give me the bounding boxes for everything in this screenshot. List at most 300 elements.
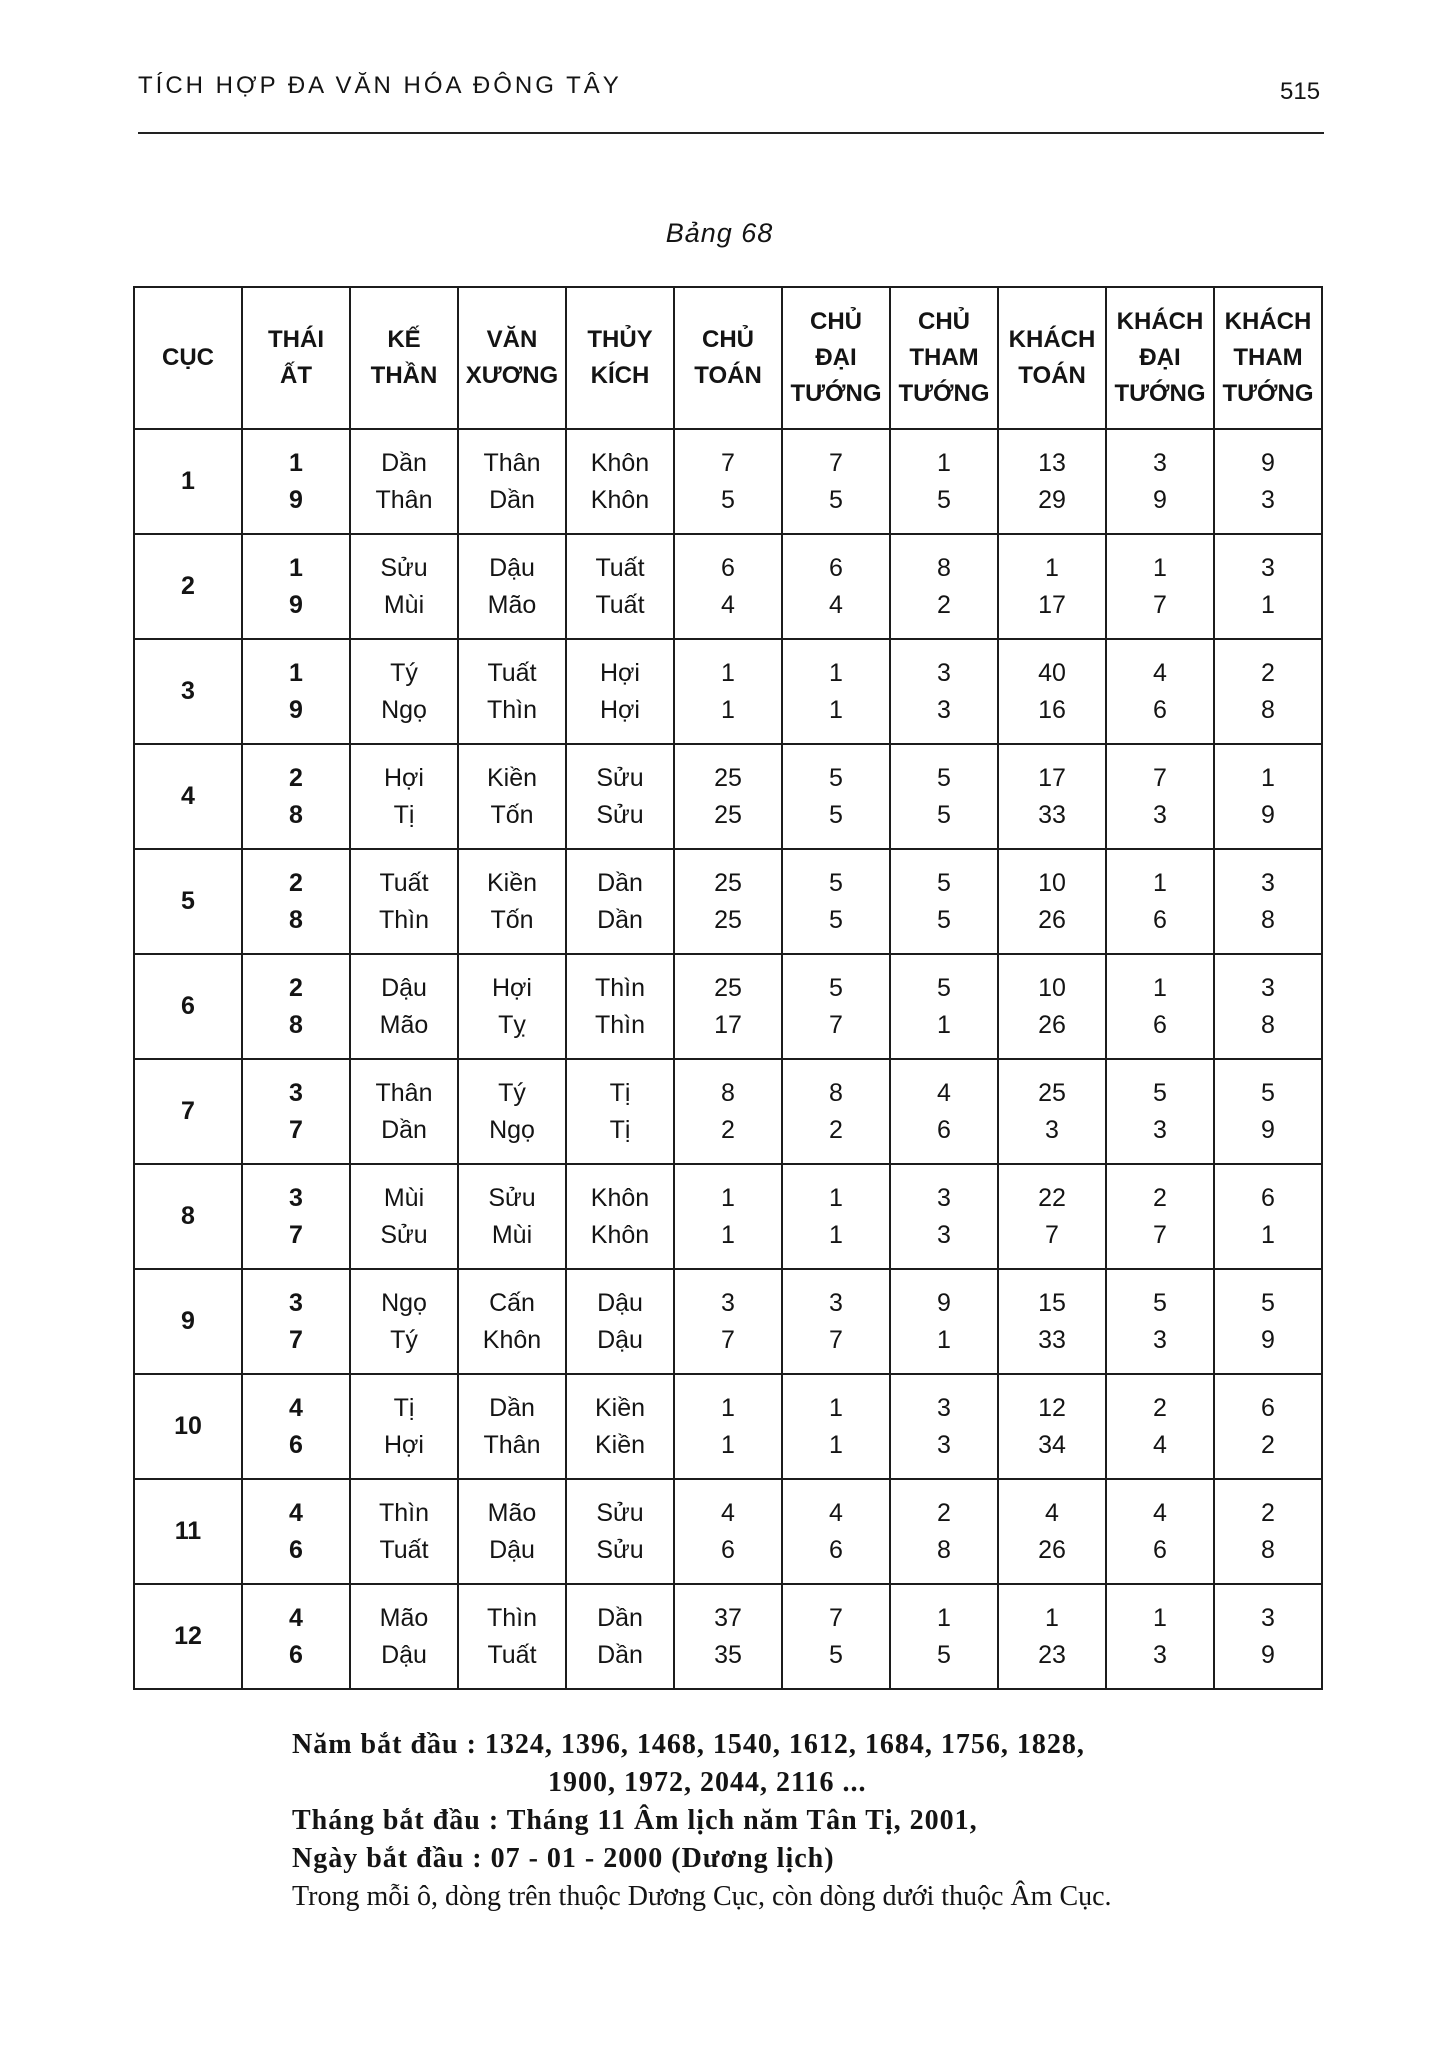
- am-cuc-value: 33: [1038, 1325, 1066, 1354]
- table-cell: [674, 849, 782, 954]
- am-cuc-value: 4: [829, 590, 843, 619]
- duong-cuc-value: 25: [714, 973, 742, 1002]
- duong-cuc-value: Dậu: [381, 973, 427, 1002]
- duong-cuc-value: 3: [289, 1078, 303, 1107]
- am-cuc-value: Hợi: [599, 695, 640, 724]
- am-cuc-value: 17: [714, 1010, 742, 1039]
- table-cell: [458, 954, 566, 1059]
- column-header-line: CHỦ: [810, 308, 862, 335]
- column-header: [134, 287, 242, 429]
- am-cuc-value: Mùi: [491, 1220, 533, 1249]
- am-cuc-value: 26: [1038, 1535, 1066, 1564]
- duong-cuc-value: Dần: [381, 448, 427, 477]
- am-cuc-value: 3: [1261, 485, 1275, 514]
- am-cuc-value: 7: [289, 1220, 303, 1249]
- table-cell: [890, 1164, 998, 1269]
- table-cell: [890, 639, 998, 744]
- duong-cuc-value: 2: [937, 1498, 951, 1527]
- duong-cuc-value: 2: [1261, 1498, 1275, 1527]
- page-number: 515: [1280, 78, 1321, 105]
- am-cuc-value: 6: [829, 1535, 843, 1564]
- am-cuc-value: 1: [721, 1220, 735, 1249]
- table-cell: [1106, 1374, 1214, 1479]
- duong-cuc-value: 7: [721, 448, 735, 477]
- column-header: [674, 287, 782, 429]
- duong-cuc-value: 5: [937, 868, 951, 897]
- am-cuc-value: 3: [937, 695, 951, 724]
- table-cell: [350, 534, 458, 639]
- am-cuc-value: 8: [1261, 1535, 1275, 1564]
- am-cuc-value: 16: [1038, 695, 1066, 724]
- duong-cuc-value: 1: [1045, 1603, 1059, 1632]
- table-cell: [242, 744, 350, 849]
- am-cuc-value: 8: [289, 1010, 303, 1039]
- duong-cuc-value: 40: [1038, 658, 1066, 687]
- am-cuc-value: 3: [1153, 1640, 1167, 1669]
- table-cell: [1214, 744, 1322, 849]
- table-cell: [998, 1164, 1106, 1269]
- duong-cuc-value: Kiền: [486, 763, 538, 792]
- am-cuc-value: 1: [829, 1430, 843, 1459]
- table-cell: [350, 954, 458, 1059]
- duong-cuc-value: 3: [289, 1183, 303, 1212]
- table-cell: [1106, 639, 1214, 744]
- table-cell: [566, 744, 674, 849]
- am-cuc-value: 9: [1261, 1325, 1275, 1354]
- cuc-table: [133, 286, 1323, 1690]
- duong-cuc-value: 1: [829, 658, 843, 687]
- column-header-line: KÍCH: [590, 362, 650, 389]
- table-cell: [350, 744, 458, 849]
- duong-cuc-value: 10: [1038, 973, 1066, 1002]
- table-cell: [782, 1269, 890, 1374]
- table-row: [134, 1059, 1322, 1164]
- am-cuc-value: 9: [1153, 485, 1167, 514]
- table-cell: [998, 1269, 1106, 1374]
- cuc-number: 10: [134, 1374, 242, 1479]
- table-cell: [242, 1059, 350, 1164]
- am-cuc-value: 1: [721, 1430, 735, 1459]
- cuc-number: 6: [134, 954, 242, 1059]
- table-cell: [1214, 639, 1322, 744]
- table-cell: [458, 429, 566, 534]
- am-cuc-value: 2: [937, 590, 951, 619]
- table-cell: [458, 1374, 566, 1479]
- cuc-number: 1: [134, 429, 242, 534]
- am-cuc-value: Dần: [489, 485, 535, 514]
- duong-cuc-value: 3: [289, 1288, 303, 1317]
- table-cell: [890, 954, 998, 1059]
- table-cell: [998, 1584, 1106, 1689]
- am-cuc-value: 1: [1261, 1220, 1275, 1249]
- column-header-line: VĂN: [486, 326, 538, 353]
- duong-cuc-value: 3: [1261, 868, 1275, 897]
- table-cell: [674, 1164, 782, 1269]
- duong-cuc-value: 1: [1153, 553, 1167, 582]
- am-cuc-value: Hợi: [383, 1430, 424, 1459]
- table-cell: [674, 1584, 782, 1689]
- duong-cuc-value: 3: [829, 1288, 843, 1317]
- duong-cuc-value: 1: [1153, 973, 1167, 1002]
- duong-cuc-value: Tuất: [595, 553, 645, 582]
- am-cuc-value: 4: [721, 590, 735, 619]
- table-cell: [242, 1374, 350, 1479]
- table-cell: [998, 954, 1106, 1059]
- table-cell: [566, 1479, 674, 1584]
- table-cell: [1214, 849, 1322, 954]
- am-cuc-value: 9: [1261, 1640, 1275, 1669]
- table-cell: [1106, 1269, 1214, 1374]
- column-header-line: XƯƠNG: [465, 362, 559, 389]
- duong-cuc-value: 4: [721, 1498, 735, 1527]
- duong-cuc-value: Thìn: [594, 973, 646, 1002]
- am-cuc-value: 9: [1261, 1115, 1275, 1144]
- duong-cuc-value: 9: [937, 1288, 951, 1317]
- start-day-label: Ngày bắt đầu :: [292, 1843, 483, 1874]
- duong-cuc-value: 1: [1153, 1603, 1167, 1632]
- duong-cuc-value: 8: [721, 1078, 735, 1107]
- table-row: [134, 534, 1322, 639]
- table-row: [134, 1269, 1322, 1374]
- table-cell: [890, 1374, 998, 1479]
- table-cell: [458, 1584, 566, 1689]
- table-cell: [1106, 849, 1214, 954]
- table-cell: [566, 534, 674, 639]
- start-month-value: Tháng 11 Âm lịch năm Tân Tị, 2001,: [506, 1805, 978, 1836]
- duong-cuc-value: 3: [1153, 448, 1167, 477]
- duong-cuc-value: 4: [1153, 1498, 1167, 1527]
- table-cell: [350, 1059, 458, 1164]
- duong-cuc-value: 3: [937, 1393, 951, 1422]
- duong-cuc-value: 6: [1261, 1393, 1275, 1422]
- column-header-line: TOÁN: [694, 362, 762, 389]
- am-cuc-value: 8: [937, 1535, 951, 1564]
- am-cuc-value: 3: [1153, 1325, 1167, 1354]
- table-cell: [1214, 429, 1322, 534]
- duong-cuc-value: 37: [714, 1603, 742, 1632]
- am-cuc-value: 7: [721, 1325, 735, 1354]
- am-cuc-value: Khôn: [590, 485, 650, 514]
- table-cell: [458, 1269, 566, 1374]
- table-cell: [242, 429, 350, 534]
- am-cuc-value: 29: [1038, 485, 1066, 514]
- duong-cuc-value: 5: [937, 973, 951, 1002]
- duong-cuc-value: Tý: [390, 658, 418, 687]
- table-cell: [782, 744, 890, 849]
- am-cuc-value: 2: [1261, 1430, 1275, 1459]
- column-header-line: ĐẠI: [1139, 344, 1181, 371]
- start-day-line: [292, 1840, 1332, 1878]
- duong-cuc-value: 2: [289, 868, 303, 897]
- table-cell: [1106, 1164, 1214, 1269]
- table-cell: [350, 1584, 458, 1689]
- start-year-values: 1324, 1396, 1468, 1540, 1612, 1684, 1756, 1828,: [484, 1729, 1085, 1760]
- column-header-line: KHÁCH: [1008, 326, 1096, 353]
- column-header-line: THAM: [1233, 344, 1303, 371]
- am-cuc-value: Tốn: [490, 800, 534, 829]
- table-cell: [890, 849, 998, 954]
- duong-cuc-value: Ngọ: [381, 1288, 427, 1317]
- table-cell: [998, 1059, 1106, 1164]
- am-cuc-value: 6: [1153, 1535, 1167, 1564]
- duong-cuc-value: 7: [829, 448, 843, 477]
- am-cuc-value: Tốn: [490, 905, 534, 934]
- table-cell: [242, 1164, 350, 1269]
- duong-cuc-value: 2: [289, 763, 303, 792]
- am-cuc-value: Dậu: [489, 1535, 535, 1564]
- table-cell: [674, 1059, 782, 1164]
- table-cell: [350, 639, 458, 744]
- table-cell: [674, 1269, 782, 1374]
- duong-cuc-value: 13: [1038, 448, 1066, 477]
- duong-cuc-value: 1: [289, 658, 303, 687]
- am-cuc-value: 6: [937, 1115, 951, 1144]
- table-cell: [782, 534, 890, 639]
- am-cuc-value: 6: [1153, 1010, 1167, 1039]
- cuc-number: 9: [134, 1269, 242, 1374]
- am-cuc-value: 1: [1261, 590, 1275, 619]
- duong-cuc-value: 1: [1261, 763, 1275, 792]
- am-cuc-value: Dần: [381, 1115, 427, 1144]
- am-cuc-value: 8: [1261, 695, 1275, 724]
- duong-cuc-value: 3: [1261, 1603, 1275, 1632]
- am-cuc-value: 6: [289, 1640, 303, 1669]
- column-header-line: THÁI: [268, 326, 324, 353]
- column-header: [890, 287, 998, 429]
- table-cell: [458, 1059, 566, 1164]
- column-header: [998, 287, 1106, 429]
- duong-cuc-value: 5: [829, 763, 843, 792]
- am-cuc-value: Thân: [375, 485, 433, 514]
- am-cuc-value: 3: [937, 1220, 951, 1249]
- table-cell: [458, 639, 566, 744]
- table-cell: [242, 1269, 350, 1374]
- am-cuc-value: 8: [1261, 905, 1275, 934]
- table-row: [134, 744, 1322, 849]
- table-body: [134, 429, 1322, 1689]
- am-cuc-value: 9: [289, 695, 303, 724]
- duong-cuc-value: 9: [1261, 448, 1275, 477]
- am-cuc-value: Thìn: [594, 1010, 646, 1039]
- am-cuc-value: 23: [1038, 1640, 1066, 1669]
- duong-cuc-value: 4: [289, 1603, 303, 1632]
- am-cuc-value: Dậu: [381, 1640, 427, 1669]
- duong-cuc-value: Tuất: [379, 868, 429, 897]
- am-cuc-value: 7: [1153, 1220, 1167, 1249]
- am-cuc-value: 17: [1038, 590, 1066, 619]
- table-cell: [782, 1164, 890, 1269]
- table-cell: [350, 429, 458, 534]
- duong-cuc-value: Dậu: [597, 1288, 643, 1317]
- table-cell: [674, 744, 782, 849]
- duong-cuc-value: Thân: [375, 1078, 433, 1107]
- table-cell: [674, 954, 782, 1059]
- duong-cuc-value: 5: [829, 868, 843, 897]
- table-cell: [890, 429, 998, 534]
- am-cuc-value: 4: [1153, 1430, 1167, 1459]
- column-header: [350, 287, 458, 429]
- duong-cuc-value: 2: [289, 973, 303, 1002]
- table-cell: [890, 1479, 998, 1584]
- table-cell: [242, 534, 350, 639]
- start-month-line: [292, 1802, 1332, 1840]
- am-cuc-value: 9: [289, 590, 303, 619]
- duong-cuc-value: Khôn: [590, 448, 650, 477]
- column-header-line: TƯỚNG: [1222, 380, 1314, 407]
- am-cuc-value: Khôn: [590, 1220, 650, 1249]
- duong-cuc-value: 8: [937, 553, 951, 582]
- duong-cuc-value: Kiền: [594, 1393, 646, 1422]
- duong-cuc-value: 5: [937, 763, 951, 792]
- duong-cuc-value: 2: [1261, 658, 1275, 687]
- am-cuc-value: Sửu: [380, 1220, 428, 1249]
- column-header: [1106, 287, 1214, 429]
- am-cuc-value: 6: [1153, 905, 1167, 934]
- column-header-line: ĐẠI: [815, 344, 857, 371]
- table-cell: [1106, 1584, 1214, 1689]
- duong-cuc-value: Thìn: [486, 1603, 538, 1632]
- duong-cuc-value: Tý: [498, 1078, 526, 1107]
- am-cuc-value: 33: [1038, 800, 1066, 829]
- table-cell: [782, 1584, 890, 1689]
- table-cell: [1214, 1269, 1322, 1374]
- table-row: [134, 1584, 1322, 1689]
- column-header: [566, 287, 674, 429]
- duong-cuc-value: Tị: [393, 1393, 415, 1422]
- cuc-number: 12: [134, 1584, 242, 1689]
- am-cuc-value: 7: [1045, 1220, 1059, 1249]
- column-header-line: KHÁCH: [1116, 308, 1204, 335]
- table-cell: [566, 849, 674, 954]
- table-cell: [458, 1479, 566, 1584]
- am-cuc-value: Thìn: [378, 905, 430, 934]
- duong-cuc-value: 2: [1153, 1393, 1167, 1422]
- table-cell: [998, 1479, 1106, 1584]
- table-cell: [1214, 1164, 1322, 1269]
- am-cuc-value: 7: [289, 1325, 303, 1354]
- table-row: [134, 1374, 1322, 1479]
- am-cuc-value: Thìn: [486, 695, 538, 724]
- duong-cuc-value: 1: [1153, 868, 1167, 897]
- duong-cuc-value: 1: [721, 658, 735, 687]
- table-cell: [350, 1164, 458, 1269]
- table-cell: [1214, 1584, 1322, 1689]
- column-header-line: THỦY: [587, 326, 653, 353]
- am-cuc-value: 5: [829, 905, 843, 934]
- am-cuc-value: Sửu: [596, 1535, 644, 1564]
- cuc-number: 2: [134, 534, 242, 639]
- table-cell: [458, 1164, 566, 1269]
- column-header-line: TOÁN: [1018, 362, 1086, 389]
- duong-cuc-value: 22: [1038, 1183, 1066, 1212]
- table-cell: [242, 1479, 350, 1584]
- am-cuc-value: Dần: [597, 905, 643, 934]
- column-header-line: TƯỚNG: [790, 380, 882, 407]
- am-cuc-value: Tý: [390, 1325, 418, 1354]
- table-cell: [998, 534, 1106, 639]
- column-header-line: THAM: [909, 344, 979, 371]
- am-cuc-value: 2: [721, 1115, 735, 1144]
- table-cell: [674, 1479, 782, 1584]
- am-cuc-value: 5: [829, 1640, 843, 1669]
- table-row: [134, 639, 1322, 744]
- start-year-label: Năm bắt đầu :: [292, 1729, 477, 1760]
- duong-cuc-value: 2: [1153, 1183, 1167, 1212]
- am-cuc-value: 8: [289, 800, 303, 829]
- table-cell: [998, 849, 1106, 954]
- duong-cuc-value: 3: [721, 1288, 735, 1317]
- column-header: [458, 287, 566, 429]
- duong-cuc-value: 7: [1153, 763, 1167, 792]
- duong-cuc-value: 1: [829, 1183, 843, 1212]
- am-cuc-value: 7: [1153, 590, 1167, 619]
- cuc-number: 7: [134, 1059, 242, 1164]
- am-cuc-value: Tị: [609, 1115, 631, 1144]
- am-cuc-value: 6: [1153, 695, 1167, 724]
- table-cell: [674, 1374, 782, 1479]
- table-cell: [674, 639, 782, 744]
- am-cuc-value: 3: [937, 1430, 951, 1459]
- duong-cuc-value: Tuất: [487, 658, 537, 687]
- column-header-line: CHỦ: [918, 308, 970, 335]
- am-cuc-value: Tuất: [487, 1640, 537, 1669]
- am-cuc-value: Mùi: [383, 590, 425, 619]
- am-cuc-value: Tuất: [379, 1535, 429, 1564]
- duong-cuc-value: 5: [1153, 1078, 1167, 1107]
- table-cell: [350, 1479, 458, 1584]
- duong-cuc-value: Sửu: [380, 553, 428, 582]
- column-header-line: TƯỚNG: [898, 380, 990, 407]
- table-cell: [566, 1584, 674, 1689]
- duong-cuc-value: 10: [1038, 868, 1066, 897]
- am-cuc-value: 25: [714, 800, 742, 829]
- table-header-row: [134, 287, 1322, 429]
- table-cell: [674, 534, 782, 639]
- duong-cuc-value: 1: [289, 553, 303, 582]
- am-cuc-value: 1: [937, 1010, 951, 1039]
- am-cuc-value: 9: [1261, 800, 1275, 829]
- duong-cuc-value: 6: [829, 553, 843, 582]
- table-cell: [350, 1269, 458, 1374]
- am-cuc-value: 3: [1153, 800, 1167, 829]
- table-cell: [998, 429, 1106, 534]
- duong-cuc-value: 4: [1045, 1498, 1059, 1527]
- table-cell: [890, 1269, 998, 1374]
- duong-cuc-value: 4: [1153, 658, 1167, 687]
- column-header-line: CỤC: [162, 344, 214, 371]
- running-head: TÍCH HỢP ĐA VĂN HÓA ĐÔNG TÂY: [138, 72, 622, 99]
- am-cuc-value: 3: [1153, 1115, 1167, 1144]
- am-cuc-value: 3: [1045, 1115, 1059, 1144]
- table-cell: [890, 1059, 998, 1164]
- duong-cuc-value: Dậu: [489, 553, 535, 582]
- table-cell: [242, 849, 350, 954]
- am-cuc-value: 6: [721, 1535, 735, 1564]
- cuc-number: 3: [134, 639, 242, 744]
- duong-cuc-value: Hợi: [383, 763, 424, 792]
- table-row: [134, 954, 1322, 1059]
- duong-cuc-value: Thân: [483, 448, 541, 477]
- table-cell: [1106, 1479, 1214, 1584]
- column-header: [1214, 287, 1322, 429]
- table-cell: [1106, 954, 1214, 1059]
- table-cell: [998, 744, 1106, 849]
- duong-cuc-value: 1: [721, 1393, 735, 1422]
- duong-cuc-value: 25: [714, 763, 742, 792]
- duong-cuc-value: Mão: [379, 1603, 429, 1632]
- duong-cuc-value: Tị: [609, 1078, 631, 1107]
- column-header: [242, 287, 350, 429]
